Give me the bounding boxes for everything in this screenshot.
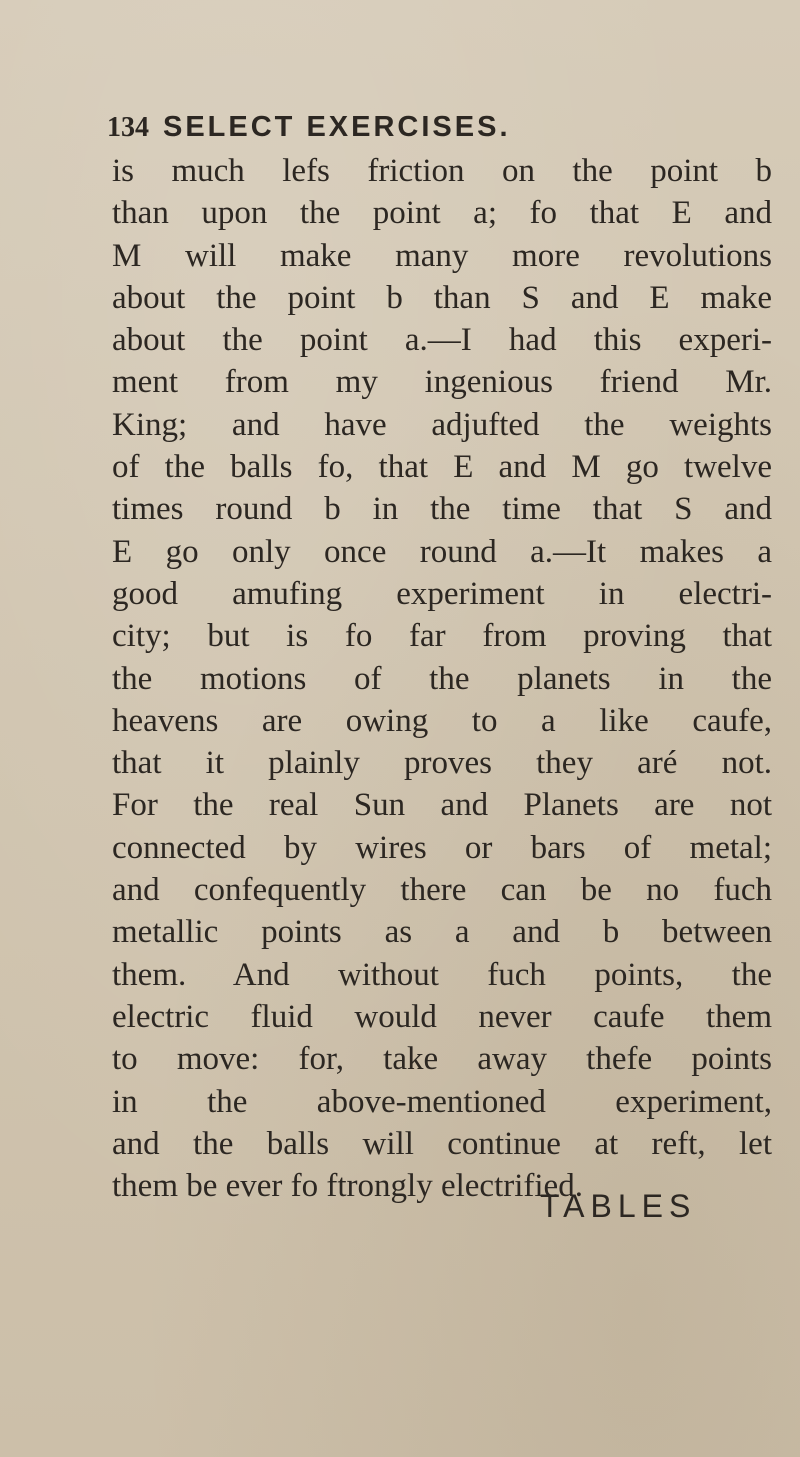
body-text [112,150,772,1207]
text-line: E go only once round a.—It makes a [112,533,772,570]
text-line: metallic points as a and b between [112,914,772,951]
text-line: times round b in the time that S and [112,491,772,528]
text-line: M will make many more revolutions [112,237,772,274]
catchword: TABLES [540,1188,697,1224]
text-line: heavens are owing to a like caufe, [112,702,772,739]
text-line: is much lefs friction on the point b [112,153,772,189]
page-number: 134 [107,112,149,143]
text-line: in the above-mentioned experiment, [112,1083,772,1120]
text-line: about the point b than S and E make [112,279,772,316]
text-line: that it plainly proves they aré not. [112,745,772,782]
text-line: of the balls fo, that E and M go twelve [112,449,772,486]
text-line: King; and have adjufted the weights [112,406,772,443]
text-line: them. And without fuch points, the [112,956,772,993]
text-line: and confequently there can be no fuch [112,872,772,909]
text-line: and the balls will continue at reft, let [112,1125,772,1162]
running-head [107,104,747,148]
text-line: good amufing experiment in electri- [112,575,772,612]
text-line: them be ever fo ftrongly electrified. [112,1168,583,1205]
text-line: ment from my ingenious friend Mr. [112,364,772,401]
text-line: to move: for, take away thefe points [112,1041,772,1078]
text-line: about the point a.—I had this experi- [112,322,772,359]
text-line: For the real Sun and Planets are not [112,787,772,824]
text-line: city; but is fo far from proving that [112,618,772,655]
text-line: the motions of the planets in the [112,660,772,697]
text-line: electric fluid would never caufe them [112,998,772,1035]
text-line: connected by wires or bars of metal; [112,829,772,866]
text-line: than upon the point a; fo that E and [112,195,772,232]
running-title: SELECT EXERCISES. [163,111,511,143]
